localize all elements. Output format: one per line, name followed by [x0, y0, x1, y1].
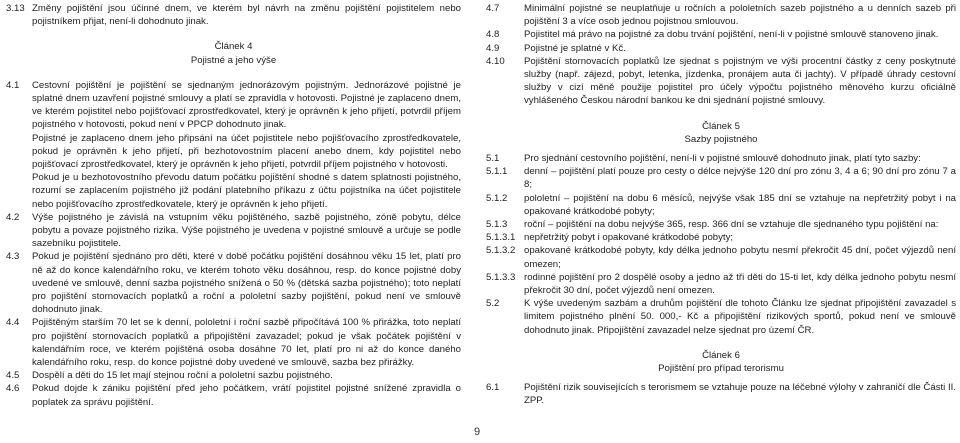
article-5-title: Článek 5	[702, 120, 740, 132]
clause-number: 3.13	[6, 3, 25, 14]
clause-text: pololetní – pojištění na dobu 6 měsíců, nejvýše však 185 dní se vztahuje na nepřetržitý pobyt i na opakované krátkodobé pobyty;	[524, 192, 956, 217]
article-4-title: Článek 4	[214, 41, 253, 53]
clause-number: 5.2	[486, 298, 500, 310]
clause-3-13	[6, 2, 461, 28]
clause-number: 5.1.3.2	[486, 245, 516, 257]
clause-number: 4.6	[6, 383, 20, 395]
clause-5-1-3	[486, 218, 956, 231]
clause-text: Minimální pojistné se neuplatňuje u ročních a pololetních sazeb pojistného a u denních sazeb při pojištění 3 a více osob jednou pojistnou smlouvou.	[524, 3, 956, 28]
clause-text: denní – pojištění platí pouze pro cesty o délce nejvýše 120 dní pro zónu 3, 4 a 6; 90 dní pro zónu 7 a 8;	[524, 166, 956, 191]
clause-number: 4.2	[6, 211, 20, 223]
clause-number: 4.10	[486, 55, 505, 67]
clause-text: Dospělí a děti do 15 let mají stejnou roční a pololetní sazbu pojistného.	[32, 370, 333, 382]
clause-4-9	[486, 42, 956, 55]
clause-4-1-paragraph-3: Pokud je u bezhotovostního převodu datum počátku pojištění shodné s datem splatnosti pojistného, rozumí se zaplacením pojistného již podání platebního příkazu z účtu pojistníka na účet pojistitele nebo pojišťovacího zprostředkovatele, který je oprávněn k jeho přijetí.	[32, 172, 461, 210]
clause-5-1-2	[486, 192, 956, 218]
article-6-subtitle: Pojištění pro případ terorismu	[658, 363, 784, 375]
clause-text: Pojištění stornovacích poplatků lze sjednat s pojistným ve výši procentní částky z ceny poskytnuté služby (např. zájezd, pobyt, letenka, jízdenka, pronájem auta či jachty). V případě úhrady cestovní služby v cizí měně použije pojistitel pro účely výpočtu pojistného měnového kurzu oficiálně vyhlášeného Českou národní bankou ke dni sjednání pojistné smlouvy.	[524, 55, 956, 107]
clause-number: 6.1	[486, 382, 500, 394]
clause-number: 5.1	[486, 153, 500, 165]
clause-4-7	[486, 2, 956, 28]
clause-text: nepřetržitý pobyt i opakované krátkodobé pobyty;	[524, 232, 734, 244]
clause-5-1-3-2	[486, 244, 956, 270]
clause-4-4	[6, 316, 461, 369]
clause-5-1-3-3	[486, 271, 956, 297]
clause-text: Cestovní pojištění je pojištění se sjednaným jednorázovým pojistným. Jednorázové pojistné je splatné dnem uzavření pojistné smlouvy a platí se zpravidla v hotovosti. Pojistné je zaplaceno dnem, ve kterém pojistitel nebo pojišťovací zprostředkovatel, který je oprávněn k jeho přijetí, potvrdil příjem pojistného v hotovosti, pokud není v PPCP dohodnuto jinak.	[32, 79, 461, 131]
clause-4-1-paragraph-2: Pojistné je zaplaceno dnem jeho připsání na účet pojistitele nebo pojišťovacího zprostředkovatele, pokud je oprávněn k jeho přijetí, při bezhotovostním placení anebo dnem, kdy pojistitel nebo pojišťovací zprostředkovatel, který je oprávněn k jeho přijetí, potvrdil příjem pojistného v hotovosti.	[32, 132, 461, 171]
clause-5-1	[486, 152, 956, 165]
clause-text: Pojištění rizik souvisejících s terorismem se vztahuje pouze na léčebné výlohy v zahraničí dle Části II. ZPP.	[524, 382, 956, 407]
clause-text: Pokud dojde k zániku pojištění před jeho počátkem, vrátí pojistitel pojistné snížené zpravidla o poplatek za správu pojištění.	[32, 383, 461, 408]
clause-number: 4.4	[6, 317, 20, 329]
clause-text: Výše pojistného je závislá na vstupním věku pojištěného, sazbě pojistného, zóně pobytu, délce pobytu a povaze pojistného rizika. Výše pojistného je uvedena v pojistné smlouvě a určuje se podle sazebníku pojistitele.	[32, 211, 461, 250]
clause-4-1	[6, 79, 461, 132]
clause-text: rodinné pojištění pro 2 dospělé osoby a jedno až tři děti do 15-ti let, kdy délka jednoho pobytu nesmí překročit 30 dní, počet výjezdů není omezen.	[524, 271, 956, 297]
clause-number: 4.5	[6, 370, 20, 382]
clause-number: 4.8	[486, 29, 500, 41]
clause-text: Pokud je pojištění sjednáno pro děti, které v době počátku pojištění dosáhnou věku 15 let, platí pro ně až do konce kalendářního roku, ve kterém tohoto věku dosáhnou, resp. do konce pojistné doby uvedené ve smlouvě, denní sazba pojistného snížená o 50 % (dětská sazba pojistného); toto neplatí pro pojištění stornovacích poplatků a roční a pololetní sazby pojištění, pokud není ve smlouvě dohodnuto jinak.	[32, 251, 461, 316]
clause-number: 5.1.2	[486, 192, 508, 204]
left-column	[6, 2, 461, 409]
clause-number: 4.1	[6, 79, 20, 91]
clause-number: 4.3	[6, 251, 20, 263]
clause-4-10	[486, 55, 956, 108]
clause-4-2	[6, 211, 461, 251]
clause-number: 4.7	[486, 3, 500, 14]
clause-4-3	[6, 250, 461, 316]
article-5-subtitle: Sazby pojistného	[684, 133, 758, 145]
clause-text: Změny pojištění jsou účinné dnem, ve kterém byl návrh na změnu pojištění pojistitelem nebo pojistníkem přijat, není-li dohodnuto jinak.	[32, 3, 461, 28]
clause-text: Pojistitel má právo na pojistné za dobu trvání pojištění, není-li v pojistné smlouvě stanoveno jinak.	[524, 29, 939, 41]
clause-number: 5.1.1	[486, 166, 508, 178]
clause-text: roční – pojištění na dobu nejvýše 365, resp. 366 dní se vztahuje dle sjednaného typu pojištění na:	[524, 219, 939, 231]
clause-5-1-3-1	[486, 231, 956, 244]
clause-number: 5.1.3.3	[486, 271, 516, 283]
clause-number: 5.1.3	[486, 219, 508, 231]
clause-number: 4.9	[486, 42, 500, 54]
page-number: 9	[474, 426, 481, 438]
clause-text: Pojištěným starším 70 let se k denní, pololetní i roční sazbě připočítává 100 % přirážka, toto neplatí pro pojištění stornovacích poplatků a připojištění zavazadel; pokud je však počátek pojištění v kalendářním roce, ve kterém pojištěná osoba dosáhne 70 let, platí pro ni až do konce daného kalendářního roku, resp. do konce pojistné doby uvedené ve smlouvě, sazba bez přirážky.	[32, 317, 461, 369]
clause-5-2	[486, 297, 956, 337]
right-column	[486, 2, 956, 408]
clause-text: K výše uvedeným sazbám a druhům pojištění dle tohoto Článku lze sjednat připojištění zavazadel s limitem pojistného plnění 50. 000,- Kč a připojištění rizikových sportů, pokud není ve smlouvě dohodnuto jinak. Připojištění zavazadel nelze sjednat pro území ČR.	[524, 298, 956, 336]
clause-4-6	[6, 382, 461, 408]
clause-6-1	[486, 381, 956, 407]
article-6-title: Článek 6	[702, 349, 740, 361]
clause-text: Pro sjednání cestovního pojištění, není-li v pojistné smlouvě dohodnuto jinak, platí tyto sazby:	[524, 153, 921, 165]
clause-5-1-1	[486, 165, 956, 191]
clause-text: Pojistné je splatné v Kč.	[524, 42, 626, 54]
clause-text: opakované krátkodobé pobyty, kdy délka jednoho pobytu nesmí překročit 45 dní, počet výjezdů není omezen;	[524, 245, 956, 270]
clause-4-5	[6, 369, 461, 382]
article-4-subtitle: Pojistné a jeho výše	[190, 54, 277, 66]
clause-4-8	[486, 28, 956, 41]
clause-number: 5.1.3.1	[486, 232, 516, 244]
